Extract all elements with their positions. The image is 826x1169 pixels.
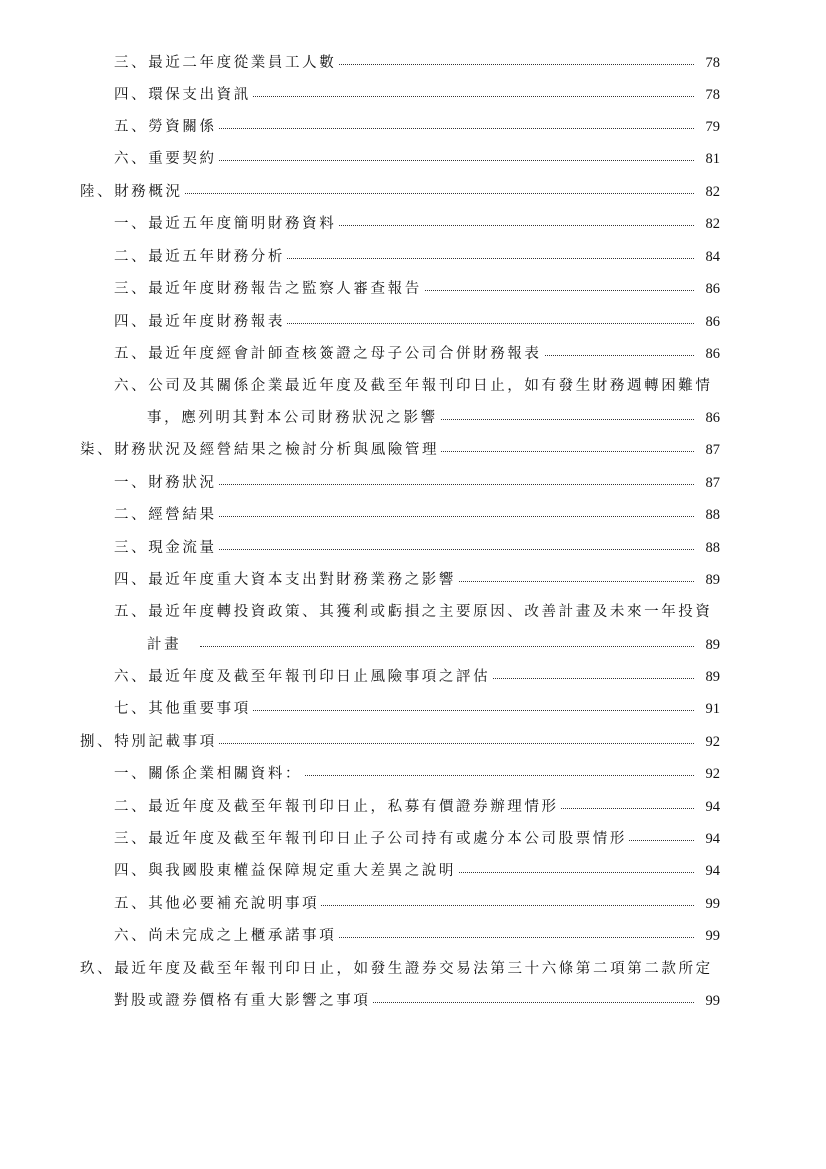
toc-entry-page: 92 [705,766,720,782]
toc-entry[interactable] [0,828,826,850]
toc-entry-label: 四、最近年度重大資本支出對財務業務之影響 [114,569,458,591]
toc-entry-page: 94 [705,799,720,815]
toc-entry-continuation[interactable] [0,634,826,656]
toc-entry-page: 94 [705,831,720,847]
toc-entry-label: 六、最近年度及截至年報刊印日止風險事項之評估 [114,666,492,688]
toc-entry-label: 事，應列明其對本公司財務狀況之影響 [147,407,440,429]
toc-entry-label: 計畫 [147,634,183,656]
toc-entry-label: 五、最近年度經會計師查核簽證之母子公司合併財務報表 [114,343,544,365]
toc-entry-page: 82 [705,216,720,232]
toc-entry[interactable] [0,504,826,526]
toc-entry-page: 88 [705,507,720,523]
dot-leader [190,549,694,550]
toc-entry-label: 五、其他必要補充說明事項 [114,893,321,915]
toc-entry-label: 二、最近五年財務分析 [114,246,287,268]
toc-entry[interactable] [0,537,826,559]
toc-entry[interactable] [0,311,826,333]
toc-entry-page: 86 [705,346,720,362]
toc-entry[interactable] [0,893,826,915]
toc-entry-page: 81 [705,151,720,167]
toc-entry[interactable] [0,246,826,268]
toc-entry-label: 四、最近年度財務報表 [114,311,287,333]
toc-entry-label: 玖、最近年度及截至年報刊印日止，如發生證券交易法第三十六條第二項第二款所定 [80,958,715,980]
dot-leader [190,710,694,711]
toc-entry-label: 六、重要契約 [114,148,219,170]
toc-entry[interactable] [0,213,826,235]
toc-entry[interactable] [0,796,826,818]
toc-entry-page: 87 [705,442,720,458]
toc-entry-label: 捌、特別記載事項 [80,731,219,753]
toc-entry-label: 二、最近年度及截至年報刊印日止，私募有價證券辦理情形 [114,796,561,818]
toc-entry[interactable] [0,84,826,106]
toc-entry[interactable] [0,569,826,591]
toc-entry[interactable] [0,148,826,170]
toc-entry-page: 78 [705,87,720,103]
toc-entry-label: 六、公司及其關係企業最近年度及截至年報刊印日止，如有發生財務週轉困難情 [114,375,715,397]
toc-entry-label: 三、最近年度財務報告之監察人審查報告 [114,278,424,300]
dot-leader [190,96,694,97]
toc-entry-label: 七、其他重要事項 [114,698,253,720]
toc-entry-label: 三、最近年度及截至年報刊印日止子公司持有或處分本公司股票情形 [114,828,629,850]
toc-entry-label: 陸、財務概況 [80,181,185,203]
toc-entry-page: 89 [705,637,720,653]
toc-entry-label: 一、財務狀況 [114,472,219,494]
toc-entry-page: 79 [705,119,720,135]
toc-chapter-entry[interactable] [0,439,826,461]
toc-entry-label: 五、勞資關係 [114,116,219,138]
toc-entry-label: 二、經營結果 [114,504,219,526]
toc-entry-label: 對股或證券價格有重大影響之事項 [114,990,373,1012]
toc-entry-page: 99 [705,993,720,1009]
toc-entry[interactable] [0,666,826,688]
toc-entry-page: 94 [705,863,720,879]
toc-entry-page: 86 [705,410,720,426]
toc-entry-page: 78 [705,55,720,71]
toc-entry-page: 91 [705,701,720,717]
toc-entry-page: 84 [705,249,720,265]
toc-chapter-entry[interactable] [0,181,826,203]
toc-entry-page: 99 [705,896,720,912]
toc-entry-label: 三、現金流量 [114,537,219,559]
toc-entry[interactable] [0,698,826,720]
toc-entry-page: 87 [705,475,720,491]
toc-entry[interactable] [0,343,826,365]
toc-entry-label: 一、關係企業相關資料： [114,763,304,785]
toc-entry[interactable] [0,601,826,623]
toc-entry[interactable] [0,375,826,397]
toc-entry-label: 五、最近年度轉投資政策、其獲利或虧損之主要原因、改善計畫及未來一年投資 [114,601,715,623]
dot-leader [190,160,694,161]
toc-entry[interactable] [0,472,826,494]
toc-entry-label: 柒、財務狀況及經營結果之檢討分析與風險管理 [80,439,441,461]
dot-leader [150,193,694,194]
toc-entry[interactable] [0,278,826,300]
toc-entry-page: 89 [705,669,720,685]
toc-entry-label: 六、尚未完成之上櫃承諾事項 [114,925,338,947]
toc-entry[interactable] [0,116,826,138]
toc-entry[interactable] [0,925,826,947]
toc-entry-page: 99 [705,928,720,944]
toc-entry-continuation[interactable] [0,407,826,429]
toc-entry-label: 三、最近二年度從業員工人數 [114,52,338,74]
toc-entry-page: 89 [705,572,720,588]
toc-entry-page: 86 [705,281,720,297]
toc-chapter-entry[interactable] [0,958,826,980]
dot-leader [200,646,694,647]
toc-entry-page: 92 [705,734,720,750]
dot-leader [190,484,694,485]
toc-entry-page: 88 [705,540,720,556]
toc-entry-continuation[interactable] [0,990,826,1012]
dot-leader [190,128,694,129]
toc-entry-page: 82 [705,184,720,200]
toc-entry-label: 四、與我國股東權益保障規定重大差異之說明 [114,860,458,882]
toc-entry[interactable] [0,860,826,882]
toc-chapter-entry[interactable] [0,731,826,753]
toc-entry-label: 一、最近五年度簡明財務資料 [114,213,338,235]
toc-entry-page: 86 [705,314,720,330]
dot-leader [190,516,694,517]
toc-entry-label: 四、環保支出資訊 [114,84,253,106]
dot-leader [150,743,694,744]
toc-entry[interactable] [0,52,826,74]
toc-entry[interactable] [0,763,826,785]
